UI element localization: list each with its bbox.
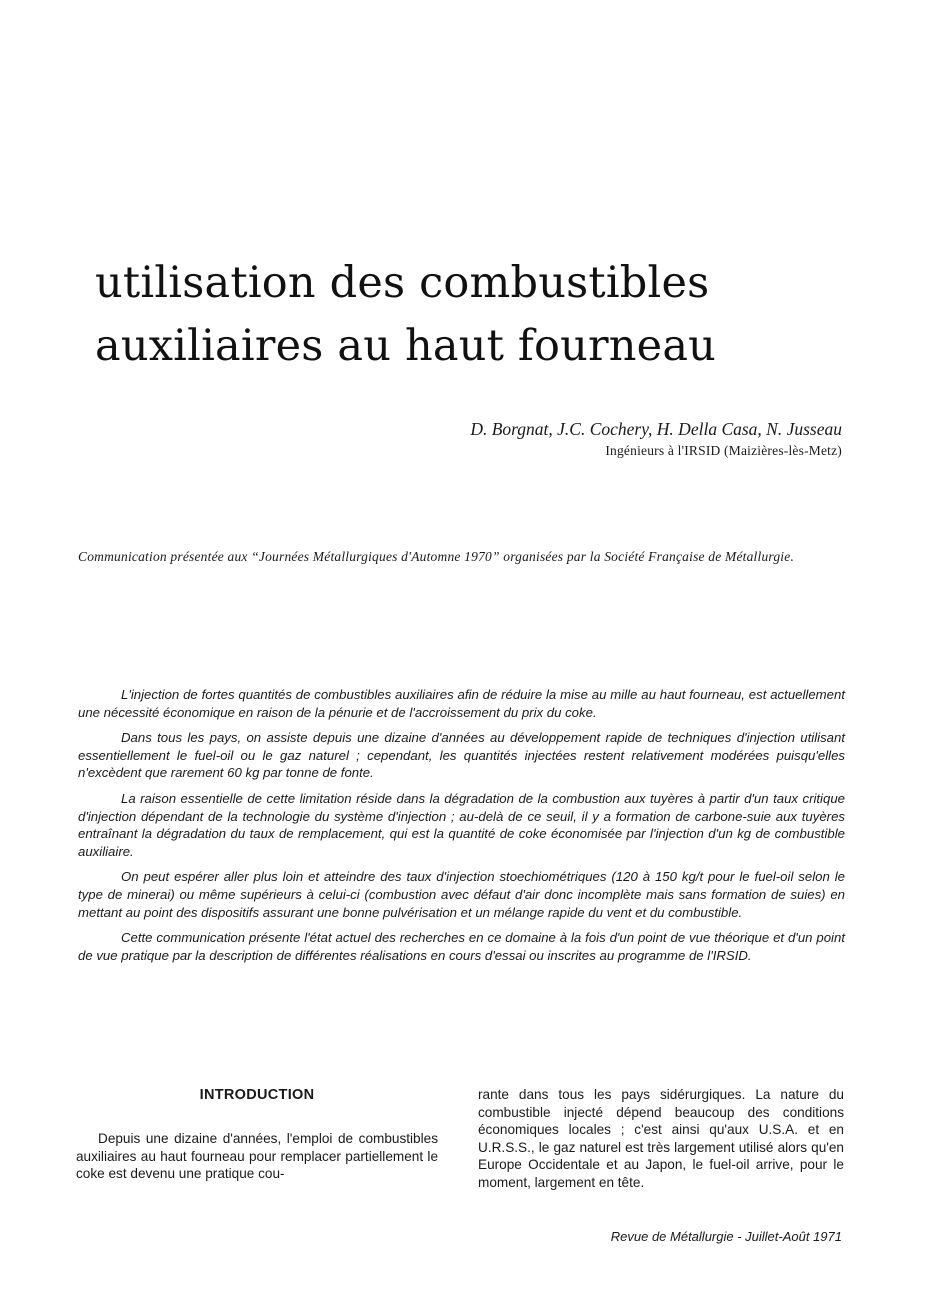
body-paragraph: rante dans tous les pays sidérurgiques. La nature du combustible injecté dépend beaucoup des conditions économiques locales ; c'est ainsi qu'aux U.S.A. et en U.R.S.S., le gaz naturel est très largement utilisé alors qu'en Europe Occidentale et au Japon, le fuel-oil arrive, pour le moment, largement en tête.	[478, 1087, 844, 1190]
title-line-2: auxiliaires au haut fourneau	[95, 321, 717, 371]
article-title	[95, 252, 855, 378]
abstract-paragraph: Cette communication présente l'état actuel des recherches en ce domaine à la fois d'un point de vue théorique et d'un point de vue pratique par la description de différentes réalisations en cours d'essai ou inscrites au programme de l'IRSID.	[78, 930, 845, 963]
abstract-paragraph: La raison essentielle de cette limitation réside dans la dégradation de la combustion aux tuyères à partir d'un taux critique d'injection dépendant de la technologie du système d'injection ; au-delà de ce seuil, il y a formation de carbone-suie aux tuyères entraînant la dégradation du taux de remplacement, qui est la quantité de coke économisée par l'injection d'un kg de combustible auxiliaire.	[78, 790, 845, 859]
author-affiliation: Ingénieurs à l'IRSID (Maizières-lès-Metz)	[605, 443, 842, 458]
author-names: D. Borgnat, J.C. Cochery, H. Della Casa, N. Jusseau	[470, 419, 842, 439]
section-heading-introduction: INTRODUCTION	[199, 1087, 315, 1103]
journal-footer: Revue de Métallurgie - Juillet-Août 1971	[610, 1229, 842, 1244]
abstract-paragraph: On peut espérer aller plus loin et atteindre des taux d'injection stoechiométriques (120 à 150 kg/t pour le fuel-oil selon le type de minerai) ou même supérieurs à celui-ci (combustion avec défaut d'air donc incomplète mais sans formation de suies) en mettant au point des dispositifs assurant une bonne pulvérisation et un mélange rapide du vent et du combustible.	[78, 869, 845, 920]
body-column-right	[478, 1086, 844, 1192]
abstract-paragraph: L'injection de fortes quantités de combustibles auxiliaires afin de réduire la mise au mille au haut fourneau, est actuellement une nécessité économique en raison de la pénurie et de l'accroissement du prix du coke.	[78, 687, 845, 720]
abstract-paragraph: Dans tous les pays, on assiste depuis une dizaine d'années au développement rapide de techniques d'injection utilisant essentiellement le fuel-oil ou le gaz naturel ; cependant, les quantités injectées restent relativement modérées puisqu'elles n'excèdent que rarement 60 kg par tonne de fonte.	[78, 730, 845, 781]
abstract	[78, 686, 845, 972]
communication-note: Communication présentée aux “Journées Métallurgiques d'Automne 1970” organisées par la Société Française de Métallurgie.	[78, 549, 795, 564]
body-paragraph: Depuis une dizaine d'années, l'emploi de combustibles auxiliaires au haut fourneau pour remplacer partiellement le coke est devenu une pratique cou-	[76, 1131, 438, 1182]
body-column-left	[76, 1086, 438, 1183]
author-block	[470, 418, 842, 462]
title-line-1: utilisation des combustibles	[95, 258, 710, 308]
